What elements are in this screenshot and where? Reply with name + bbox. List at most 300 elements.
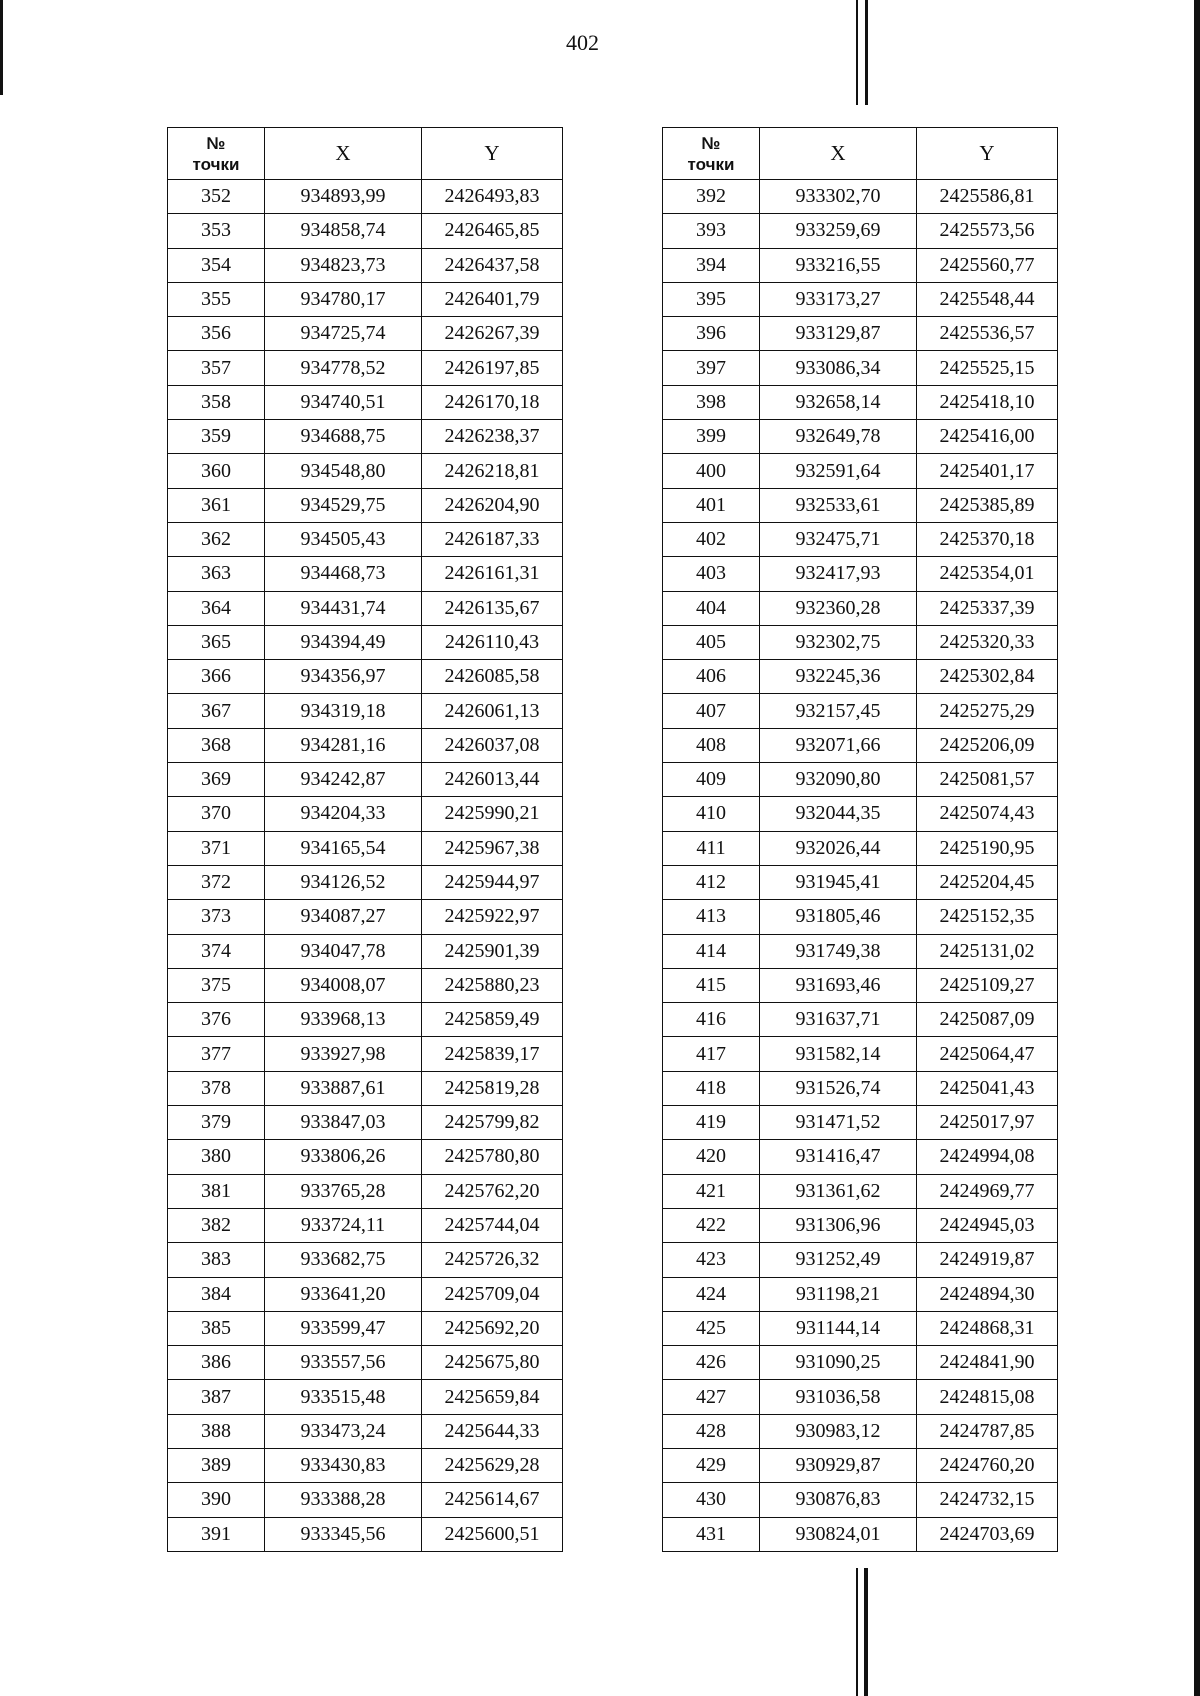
point-number-cell: 421 bbox=[663, 1174, 760, 1208]
table-header-row bbox=[663, 128, 1058, 180]
table-row bbox=[663, 865, 1058, 899]
x-coordinate-cell: 934394,49 bbox=[265, 625, 422, 659]
table-row bbox=[168, 1140, 563, 1174]
y-coordinate-cell: 2424732,15 bbox=[917, 1483, 1058, 1517]
table-row bbox=[663, 1037, 1058, 1071]
point-number-cell: 374 bbox=[168, 934, 265, 968]
x-coordinate-cell: 931416,47 bbox=[760, 1140, 917, 1174]
binding-mark-top bbox=[856, 0, 868, 105]
table-row bbox=[168, 934, 563, 968]
x-coordinate-cell: 934431,74 bbox=[265, 591, 422, 625]
x-coordinate-cell: 933641,20 bbox=[265, 1277, 422, 1311]
table-row bbox=[168, 1414, 563, 1448]
number-sign: № bbox=[206, 133, 226, 153]
point-number-cell: 409 bbox=[663, 763, 760, 797]
point-number-cell: 410 bbox=[663, 797, 760, 831]
point-number-cell: 400 bbox=[663, 454, 760, 488]
x-coordinate-cell: 934087,27 bbox=[265, 900, 422, 934]
y-coordinate-cell: 2425762,20 bbox=[422, 1174, 563, 1208]
y-coordinate-cell: 2425799,82 bbox=[422, 1106, 563, 1140]
point-number-cell: 372 bbox=[168, 865, 265, 899]
table-row bbox=[663, 1277, 1058, 1311]
scan-edge-left bbox=[0, 0, 3, 95]
y-coordinate-cell: 2425859,49 bbox=[422, 1003, 563, 1037]
x-header: X bbox=[760, 128, 917, 180]
x-coordinate-cell: 934778,52 bbox=[265, 351, 422, 385]
point-number-cell: 377 bbox=[168, 1037, 265, 1071]
y-coordinate-cell: 2425206,09 bbox=[917, 728, 1058, 762]
table-row bbox=[663, 1380, 1058, 1414]
x-coordinate-cell: 933302,70 bbox=[760, 180, 917, 214]
x-coordinate-cell: 933968,13 bbox=[265, 1003, 422, 1037]
x-coordinate-cell: 933216,55 bbox=[760, 248, 917, 282]
table-header-row bbox=[168, 128, 563, 180]
y-coordinate-cell: 2424994,08 bbox=[917, 1140, 1058, 1174]
x-coordinate-cell: 933515,48 bbox=[265, 1380, 422, 1414]
x-coordinate-cell: 932591,64 bbox=[760, 454, 917, 488]
table-row bbox=[168, 1071, 563, 1105]
point-number-cell: 354 bbox=[168, 248, 265, 282]
table-row bbox=[663, 1208, 1058, 1242]
scan-edge-right bbox=[1194, 0, 1200, 1696]
point-number-cell: 413 bbox=[663, 900, 760, 934]
table-row bbox=[168, 694, 563, 728]
x-coordinate-cell: 933847,03 bbox=[265, 1106, 422, 1140]
table-row bbox=[168, 625, 563, 659]
y-coordinate-cell: 2424841,90 bbox=[917, 1346, 1058, 1380]
y-coordinate-cell: 2425385,89 bbox=[917, 488, 1058, 522]
x-coordinate-cell: 934529,75 bbox=[265, 488, 422, 522]
x-coordinate-cell: 933765,28 bbox=[265, 1174, 422, 1208]
point-number-cell: 366 bbox=[168, 660, 265, 694]
x-coordinate-cell: 933430,83 bbox=[265, 1448, 422, 1482]
table-row bbox=[168, 1311, 563, 1345]
point-number-cell: 361 bbox=[168, 488, 265, 522]
point-number-cell: 420 bbox=[663, 1140, 760, 1174]
y-coordinate-cell: 2425401,17 bbox=[917, 454, 1058, 488]
point-number-cell: 392 bbox=[663, 180, 760, 214]
table-row bbox=[168, 420, 563, 454]
point-number-cell: 382 bbox=[168, 1208, 265, 1242]
y-coordinate-cell: 2426401,79 bbox=[422, 282, 563, 316]
y-coordinate-cell: 2426085,58 bbox=[422, 660, 563, 694]
y-coordinate-cell: 2424703,69 bbox=[917, 1517, 1058, 1551]
binding-mark-bottom bbox=[856, 1568, 868, 1696]
x-coordinate-cell: 933129,87 bbox=[760, 317, 917, 351]
coordinates-body-left bbox=[168, 180, 563, 1552]
x-coordinate-cell: 931144,14 bbox=[760, 1311, 917, 1345]
x-coordinate-cell: 931749,38 bbox=[760, 934, 917, 968]
y-coordinate-cell: 2425744,04 bbox=[422, 1208, 563, 1242]
x-coordinate-cell: 934126,52 bbox=[265, 865, 422, 899]
table-row bbox=[663, 180, 1058, 214]
table-row bbox=[168, 660, 563, 694]
point-number-cell: 385 bbox=[168, 1311, 265, 1345]
table-row bbox=[663, 660, 1058, 694]
point-number-cell: 408 bbox=[663, 728, 760, 762]
point-number-cell: 387 bbox=[168, 1380, 265, 1414]
x-coordinate-cell: 930929,87 bbox=[760, 1448, 917, 1482]
point-number-cell: 430 bbox=[663, 1483, 760, 1517]
table-row bbox=[663, 1003, 1058, 1037]
x-coordinate-cell: 933806,26 bbox=[265, 1140, 422, 1174]
x-coordinate-cell: 934740,51 bbox=[265, 385, 422, 419]
y-coordinate-cell: 2424760,20 bbox=[917, 1448, 1058, 1482]
table-row bbox=[168, 1517, 563, 1551]
table-row bbox=[663, 317, 1058, 351]
y-coordinate-cell: 2426204,90 bbox=[422, 488, 563, 522]
x-coordinate-cell: 933345,56 bbox=[265, 1517, 422, 1551]
table-row bbox=[168, 1380, 563, 1414]
table-row bbox=[168, 831, 563, 865]
y-coordinate-cell: 2425064,47 bbox=[917, 1037, 1058, 1071]
table-row bbox=[663, 1414, 1058, 1448]
point-number-cell: 359 bbox=[168, 420, 265, 454]
y-coordinate-cell: 2425131,02 bbox=[917, 934, 1058, 968]
y-coordinate-cell: 2425839,17 bbox=[422, 1037, 563, 1071]
x-coordinate-cell: 932475,71 bbox=[760, 522, 917, 556]
x-coordinate-cell: 934858,74 bbox=[265, 214, 422, 248]
y-coordinate-cell: 2425675,80 bbox=[422, 1346, 563, 1380]
table-row bbox=[663, 728, 1058, 762]
point-number-header bbox=[168, 128, 265, 180]
point-number-cell: 393 bbox=[663, 214, 760, 248]
x-coordinate-cell: 933724,11 bbox=[265, 1208, 422, 1242]
y-coordinate-cell: 2424969,77 bbox=[917, 1174, 1058, 1208]
y-coordinate-cell: 2425586,81 bbox=[917, 180, 1058, 214]
point-number-cell: 352 bbox=[168, 180, 265, 214]
table-row bbox=[168, 1003, 563, 1037]
y-coordinate-cell: 2426013,44 bbox=[422, 763, 563, 797]
point-number-cell: 426 bbox=[663, 1346, 760, 1380]
y-coordinate-cell: 2426465,85 bbox=[422, 214, 563, 248]
x-coordinate-cell: 932157,45 bbox=[760, 694, 917, 728]
y-coordinate-cell: 2425644,33 bbox=[422, 1414, 563, 1448]
point-number-cell: 417 bbox=[663, 1037, 760, 1071]
y-coordinate-cell: 2425190,95 bbox=[917, 831, 1058, 865]
point-number-cell: 378 bbox=[168, 1071, 265, 1105]
y-coordinate-cell: 2425573,56 bbox=[917, 214, 1058, 248]
point-number-cell: 357 bbox=[168, 351, 265, 385]
y-coordinate-cell: 2425081,57 bbox=[917, 763, 1058, 797]
point-number-cell: 423 bbox=[663, 1243, 760, 1277]
table-row bbox=[663, 625, 1058, 659]
point-number-header bbox=[663, 128, 760, 180]
point-number-cell: 379 bbox=[168, 1106, 265, 1140]
point-number-cell: 414 bbox=[663, 934, 760, 968]
point-number-cell: 365 bbox=[168, 625, 265, 659]
x-coordinate-cell: 932649,78 bbox=[760, 420, 917, 454]
x-coordinate-cell: 930983,12 bbox=[760, 1414, 917, 1448]
y-coordinate-cell: 2425659,84 bbox=[422, 1380, 563, 1414]
table-row bbox=[663, 1071, 1058, 1105]
y-coordinate-cell: 2426218,81 bbox=[422, 454, 563, 488]
y-coordinate-cell: 2425536,57 bbox=[917, 317, 1058, 351]
table-row bbox=[168, 180, 563, 214]
y-coordinate-cell: 2425087,09 bbox=[917, 1003, 1058, 1037]
x-coordinate-cell: 933887,61 bbox=[265, 1071, 422, 1105]
point-number-cell: 418 bbox=[663, 1071, 760, 1105]
point-number-cell: 427 bbox=[663, 1380, 760, 1414]
point-number-cell: 363 bbox=[168, 557, 265, 591]
point-number-cell: 371 bbox=[168, 831, 265, 865]
y-coordinate-cell: 2426267,39 bbox=[422, 317, 563, 351]
x-coordinate-cell: 932044,35 bbox=[760, 797, 917, 831]
y-coordinate-cell: 2424787,85 bbox=[917, 1414, 1058, 1448]
table-row bbox=[663, 694, 1058, 728]
point-number-cell: 368 bbox=[168, 728, 265, 762]
x-coordinate-cell: 932360,28 bbox=[760, 591, 917, 625]
table-row bbox=[663, 522, 1058, 556]
x-coordinate-cell: 934780,17 bbox=[265, 282, 422, 316]
point-number-cell: 390 bbox=[168, 1483, 265, 1517]
x-header: X bbox=[265, 128, 422, 180]
point-number-cell: 429 bbox=[663, 1448, 760, 1482]
y-coordinate-cell: 2425944,97 bbox=[422, 865, 563, 899]
point-number-cell: 373 bbox=[168, 900, 265, 934]
x-coordinate-cell: 933682,75 bbox=[265, 1243, 422, 1277]
x-coordinate-cell: 932302,75 bbox=[760, 625, 917, 659]
table-row bbox=[168, 488, 563, 522]
coordinates-table-right bbox=[662, 127, 1058, 1552]
table-row bbox=[663, 557, 1058, 591]
x-coordinate-cell: 934356,97 bbox=[265, 660, 422, 694]
point-number-cell: 406 bbox=[663, 660, 760, 694]
y-coordinate-cell: 2425337,39 bbox=[917, 591, 1058, 625]
y-coordinate-cell: 2424945,03 bbox=[917, 1208, 1058, 1242]
y-coordinate-cell: 2425320,33 bbox=[917, 625, 1058, 659]
table-row bbox=[663, 1243, 1058, 1277]
y-coordinate-cell: 2426187,33 bbox=[422, 522, 563, 556]
point-number-cell: 386 bbox=[168, 1346, 265, 1380]
table-row bbox=[168, 1448, 563, 1482]
table-row bbox=[168, 1174, 563, 1208]
x-coordinate-cell: 934893,99 bbox=[265, 180, 422, 214]
point-word: точки bbox=[192, 154, 240, 174]
point-number-cell: 424 bbox=[663, 1277, 760, 1311]
table-row bbox=[663, 934, 1058, 968]
y-coordinate-cell: 2425600,51 bbox=[422, 1517, 563, 1551]
table-row bbox=[168, 317, 563, 351]
point-number-cell: 381 bbox=[168, 1174, 265, 1208]
table-row bbox=[663, 1517, 1058, 1551]
x-coordinate-cell: 933259,69 bbox=[760, 214, 917, 248]
y-coordinate-cell: 2425880,23 bbox=[422, 968, 563, 1002]
point-number-cell: 383 bbox=[168, 1243, 265, 1277]
y-coordinate-cell: 2425525,15 bbox=[917, 351, 1058, 385]
coordinates-body-right bbox=[663, 180, 1058, 1552]
table-row bbox=[663, 968, 1058, 1002]
x-coordinate-cell: 931526,74 bbox=[760, 1071, 917, 1105]
y-coordinate-cell: 2425204,45 bbox=[917, 865, 1058, 899]
x-coordinate-cell: 932245,36 bbox=[760, 660, 917, 694]
y-coordinate-cell: 2425614,67 bbox=[422, 1483, 563, 1517]
x-coordinate-cell: 933557,56 bbox=[265, 1346, 422, 1380]
x-coordinate-cell: 934319,18 bbox=[265, 694, 422, 728]
y-coordinate-cell: 2426238,37 bbox=[422, 420, 563, 454]
table-row bbox=[168, 728, 563, 762]
table-row bbox=[663, 248, 1058, 282]
table-row bbox=[168, 557, 563, 591]
table-row bbox=[663, 1448, 1058, 1482]
table-row bbox=[663, 214, 1058, 248]
point-number-cell: 405 bbox=[663, 625, 760, 659]
point-number-cell: 384 bbox=[168, 1277, 265, 1311]
point-number-cell: 401 bbox=[663, 488, 760, 522]
page-number: 402 bbox=[566, 30, 599, 55]
point-number-cell: 412 bbox=[663, 865, 760, 899]
x-coordinate-cell: 931361,62 bbox=[760, 1174, 917, 1208]
table-row bbox=[168, 1483, 563, 1517]
x-coordinate-cell: 932090,80 bbox=[760, 763, 917, 797]
table-row bbox=[663, 591, 1058, 625]
x-coordinate-cell: 932026,44 bbox=[760, 831, 917, 865]
y-coordinate-cell: 2425418,10 bbox=[917, 385, 1058, 419]
y-coordinate-cell: 2425109,27 bbox=[917, 968, 1058, 1002]
table-row bbox=[663, 1346, 1058, 1380]
table-row bbox=[663, 1106, 1058, 1140]
point-number-cell: 358 bbox=[168, 385, 265, 419]
point-number-cell: 428 bbox=[663, 1414, 760, 1448]
y-coordinate-cell: 2426161,31 bbox=[422, 557, 563, 591]
x-coordinate-cell: 934165,54 bbox=[265, 831, 422, 865]
x-coordinate-cell: 933086,34 bbox=[760, 351, 917, 385]
x-coordinate-cell: 931582,14 bbox=[760, 1037, 917, 1071]
table-row bbox=[663, 1140, 1058, 1174]
x-coordinate-cell: 934468,73 bbox=[265, 557, 422, 591]
table-row bbox=[168, 797, 563, 831]
y-coordinate-cell: 2425354,01 bbox=[917, 557, 1058, 591]
table-row bbox=[168, 522, 563, 556]
x-coordinate-cell: 932071,66 bbox=[760, 728, 917, 762]
y-coordinate-cell: 2425709,04 bbox=[422, 1277, 563, 1311]
y-coordinate-cell: 2426135,67 bbox=[422, 591, 563, 625]
point-number-cell: 364 bbox=[168, 591, 265, 625]
table-row bbox=[168, 968, 563, 1002]
y-coordinate-cell: 2426493,83 bbox=[422, 180, 563, 214]
point-number-cell: 369 bbox=[168, 763, 265, 797]
table-row bbox=[168, 1208, 563, 1242]
point-number-cell: 389 bbox=[168, 1448, 265, 1482]
point-number-cell: 395 bbox=[663, 282, 760, 316]
x-coordinate-cell: 931306,96 bbox=[760, 1208, 917, 1242]
y-coordinate-cell: 2426170,18 bbox=[422, 385, 563, 419]
y-coordinate-cell: 2426197,85 bbox=[422, 351, 563, 385]
point-number-cell: 355 bbox=[168, 282, 265, 316]
x-coordinate-cell: 934242,87 bbox=[265, 763, 422, 797]
point-number-cell: 376 bbox=[168, 1003, 265, 1037]
y-coordinate-cell: 2426037,08 bbox=[422, 728, 563, 762]
y-coordinate-cell: 2425819,28 bbox=[422, 1071, 563, 1105]
x-coordinate-cell: 934008,07 bbox=[265, 968, 422, 1002]
point-number-cell: 367 bbox=[168, 694, 265, 728]
point-number-cell: 403 bbox=[663, 557, 760, 591]
table-row bbox=[168, 1106, 563, 1140]
table-row bbox=[168, 900, 563, 934]
y-coordinate-cell: 2425780,80 bbox=[422, 1140, 563, 1174]
x-coordinate-cell: 934725,74 bbox=[265, 317, 422, 351]
coordinates-table-left bbox=[167, 127, 563, 1552]
x-coordinate-cell: 931805,46 bbox=[760, 900, 917, 934]
point-number-cell: 394 bbox=[663, 248, 760, 282]
y-coordinate-cell: 2426437,58 bbox=[422, 248, 563, 282]
y-coordinate-cell: 2425370,18 bbox=[917, 522, 1058, 556]
y-coordinate-cell: 2424894,30 bbox=[917, 1277, 1058, 1311]
x-coordinate-cell: 934505,43 bbox=[265, 522, 422, 556]
point-number-cell: 419 bbox=[663, 1106, 760, 1140]
table-row bbox=[168, 763, 563, 797]
table-row bbox=[168, 865, 563, 899]
point-number-cell: 397 bbox=[663, 351, 760, 385]
x-coordinate-cell: 930824,01 bbox=[760, 1517, 917, 1551]
point-number-cell: 356 bbox=[168, 317, 265, 351]
y-coordinate-cell: 2425074,43 bbox=[917, 797, 1058, 831]
point-word: точки bbox=[687, 154, 735, 174]
x-coordinate-cell: 932658,14 bbox=[760, 385, 917, 419]
table-row bbox=[168, 1243, 563, 1277]
table-row bbox=[663, 1311, 1058, 1345]
table-row bbox=[168, 454, 563, 488]
table-row bbox=[168, 1037, 563, 1071]
x-coordinate-cell: 934204,33 bbox=[265, 797, 422, 831]
point-number-cell: 425 bbox=[663, 1311, 760, 1345]
table-row bbox=[168, 351, 563, 385]
y-coordinate-cell: 2426061,13 bbox=[422, 694, 563, 728]
x-coordinate-cell: 934823,73 bbox=[265, 248, 422, 282]
point-number-cell: 370 bbox=[168, 797, 265, 831]
point-number-cell: 388 bbox=[168, 1414, 265, 1448]
y-coordinate-cell: 2426110,43 bbox=[422, 625, 563, 659]
x-coordinate-cell: 930876,83 bbox=[760, 1483, 917, 1517]
point-number-cell: 402 bbox=[663, 522, 760, 556]
y-coordinate-cell: 2425990,21 bbox=[422, 797, 563, 831]
table-row bbox=[663, 488, 1058, 522]
table-row bbox=[663, 351, 1058, 385]
table-row bbox=[168, 1277, 563, 1311]
point-number-cell: 431 bbox=[663, 1517, 760, 1551]
table-row bbox=[663, 1483, 1058, 1517]
point-number-cell: 411 bbox=[663, 831, 760, 865]
table-row bbox=[168, 248, 563, 282]
y-coordinate-cell: 2425560,77 bbox=[917, 248, 1058, 282]
point-number-cell: 380 bbox=[168, 1140, 265, 1174]
table-row bbox=[663, 900, 1058, 934]
x-coordinate-cell: 931036,58 bbox=[760, 1380, 917, 1414]
x-coordinate-cell: 931252,49 bbox=[760, 1243, 917, 1277]
x-coordinate-cell: 931198,21 bbox=[760, 1277, 917, 1311]
point-number-cell: 353 bbox=[168, 214, 265, 248]
table-row bbox=[168, 591, 563, 625]
x-coordinate-cell: 931945,41 bbox=[760, 865, 917, 899]
x-coordinate-cell: 934688,75 bbox=[265, 420, 422, 454]
point-number-cell: 375 bbox=[168, 968, 265, 1002]
table-row bbox=[168, 214, 563, 248]
y-coordinate-cell: 2424815,08 bbox=[917, 1380, 1058, 1414]
y-coordinate-cell: 2425416,00 bbox=[917, 420, 1058, 454]
y-coordinate-cell: 2425901,39 bbox=[422, 934, 563, 968]
x-coordinate-cell: 931471,52 bbox=[760, 1106, 917, 1140]
table-row bbox=[663, 831, 1058, 865]
y-coordinate-cell: 2425548,44 bbox=[917, 282, 1058, 316]
x-coordinate-cell: 934281,16 bbox=[265, 728, 422, 762]
y-coordinate-cell: 2425041,43 bbox=[917, 1071, 1058, 1105]
point-number-cell: 407 bbox=[663, 694, 760, 728]
point-number-cell: 415 bbox=[663, 968, 760, 1002]
x-coordinate-cell: 934047,78 bbox=[265, 934, 422, 968]
table-row bbox=[663, 797, 1058, 831]
x-coordinate-cell: 933599,47 bbox=[265, 1311, 422, 1345]
table-row bbox=[168, 282, 563, 316]
